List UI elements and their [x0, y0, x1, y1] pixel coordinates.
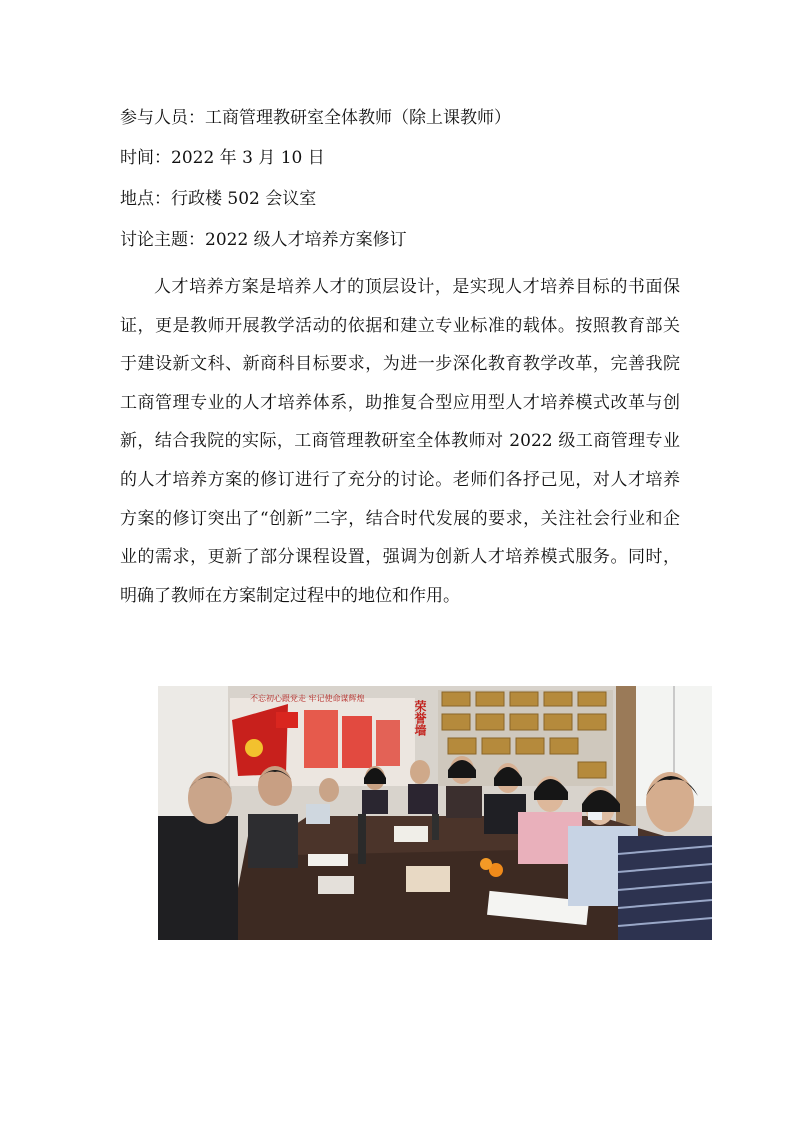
- honor-sign-text: 荣誉墙: [413, 700, 427, 736]
- participants-line: 参与人员：工商管理教研室全体教师（除上课教师）: [120, 108, 511, 128]
- topic-line: 讨论主题：2022 级人才培养方案修订: [120, 230, 407, 250]
- body-paragraph: 人才培养方案是培养人才的顶层设计，是实现人才培养目标的书面保证，更是教师开展教学活动的依据和建立专业标准的载体。按照教育部关于建设新文科、新商科目标要求，为进一步深化教育教学改革，完善我院工商管理专业的人才培养体系，助推复合型应用型人才培养模式改革与创新，结合我院的实际，工商管理教研室全体教师对 2022 级工商管理专业的人才培养方案的修订进行了充分的讨论。老师们各抒己见，对人才培养方案的修订突出了“创新”二字，结合时代发展的要求，关注社会行业和企业的需求，更新了部分课程设置，强调为创新人才培养模式服务。同时，明确了教师在方案制定过程中的地位和作用。: [120, 277, 680, 606]
- time-line: 时间：2022 年 3 月 10 日: [120, 148, 325, 168]
- location-line: 地点：行政楼 502 会议室: [120, 189, 317, 209]
- meeting-photo: [158, 686, 712, 940]
- wall-slogan-text: 不忘初心跟党走 牢记使命谋辉煌: [250, 694, 365, 703]
